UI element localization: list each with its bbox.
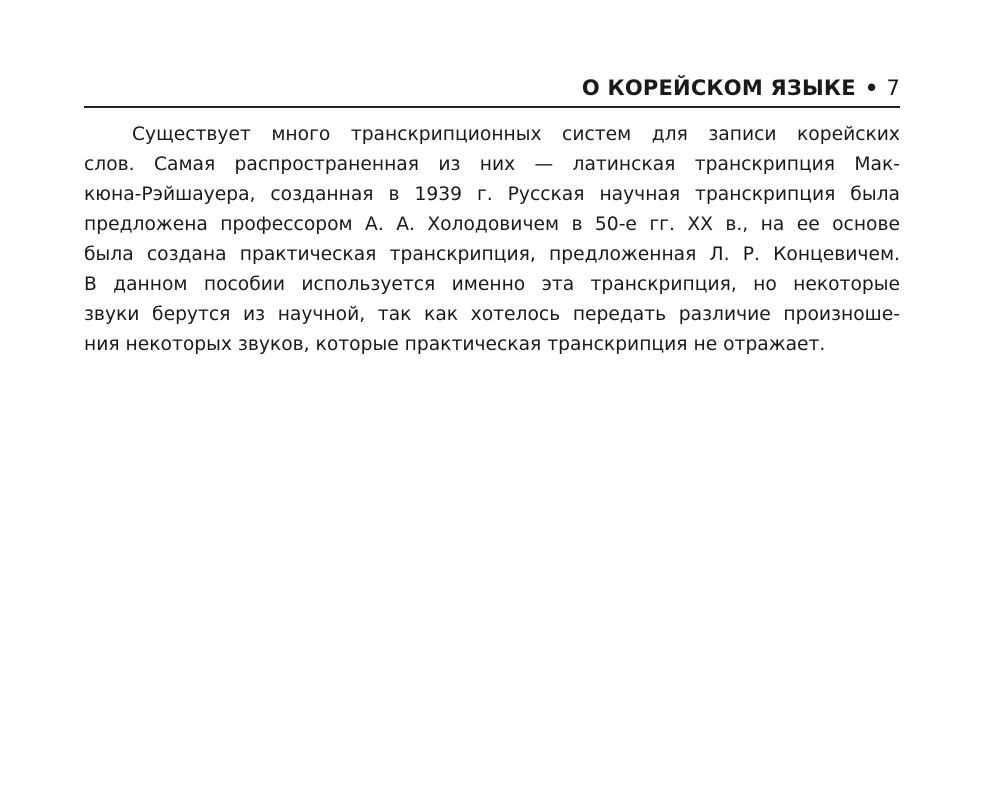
page-number: 7 xyxy=(886,76,900,100)
paragraph-line: была создана практическая транскрипция, предложенная Л. Р. Концевичем. xyxy=(84,244,900,265)
paragraph-line: звуки берутся из научной, так как хотелось передать различие произноше- xyxy=(84,304,900,325)
running-head xyxy=(84,70,900,108)
paragraph-line: В данном пособии используется именно эта транскрипция, но некоторые xyxy=(84,274,900,295)
paragraph-line: Существует много транскрипционных систем для записи корейских xyxy=(132,124,900,145)
paragraph-line: слов. Самая распространенная из них — латинская транскрипция Мак- xyxy=(84,154,900,175)
running-head-separator: • xyxy=(864,76,879,100)
paragraph-line: кюна-Рэйшауера, созданная в 1939 г. Русская научная транскрипция была xyxy=(84,184,900,205)
body-paragraph xyxy=(84,120,904,360)
paragraph-line: ния некоторых звуков, которые практическая транскрипция не отражает. xyxy=(84,334,826,355)
paragraph-line: предложена профессором А. А. Холодовичем в 50-е гг. XX в., на ее основе xyxy=(84,214,900,235)
running-head-title: О КОРЕЙСКОМ ЯЗЫКЕ xyxy=(581,76,856,100)
